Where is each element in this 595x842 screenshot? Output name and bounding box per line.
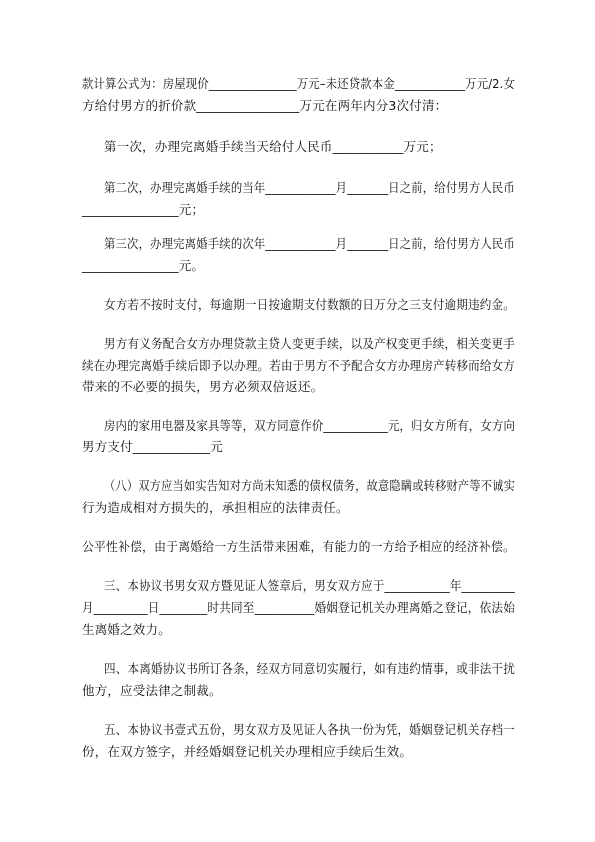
text-line: 四、本离婚协议书所订各条，经双方同意切实履行，如有违约情事，或非法干扰 bbox=[104, 661, 515, 676]
text-line: 续在办理完离婚手续后即予以办理。若由于男方不予配合女方办理房产转移而给女方 bbox=[82, 358, 515, 373]
text-line: 公平性补偿，由于离婚给一方生活带来困难，有能力的一方给予相应的经济补偿。 bbox=[82, 539, 515, 554]
text-line: （八）双方应当如实告知对方尚未知悉的债权债务，故意隐瞒或转移财产等不诚实 bbox=[104, 478, 515, 493]
text-line: 行为造成相对方损失的，承担相应的法律责任。 bbox=[82, 500, 349, 515]
text-line: 房内的家用电器及家具等等，双方同意作价___________元，归女方所有，女方向 bbox=[104, 418, 515, 433]
text-line: 方给付男方的折价款________________万元在两年内分3次付清： bbox=[82, 98, 448, 113]
text-line: 款计算公式为：房屋现价_______________万元–未还贷款本金____________万元/2.女 bbox=[82, 76, 515, 91]
text-line: 他方，应受法律之制裁。 bbox=[82, 683, 222, 698]
text-line: 带来的不必要的损失，男方必须双倍返还。 bbox=[82, 379, 324, 394]
text-line: 男方有义务配合女方办理贷款主贷人变更手续，以及产权变更手续，相关变更手 bbox=[104, 336, 515, 351]
text-line: 生离婚之效力。 bbox=[82, 622, 171, 637]
text-line: 五、本协议书壹式五份，男女双方及见证人各执一份为凭，婚姻登记机关存档一 bbox=[104, 722, 515, 737]
text-line: 第三次，办理完离婚手续的次年____________月_______日之前，给付男方人民币 bbox=[104, 236, 515, 251]
text-line: 月_________日________时共同至__________婚姻登记机关办理离婚之登记，依法始 bbox=[82, 600, 515, 615]
text-line: 三、本协议书男女双方暨见证人签章后，男女双方应于___________年_________ bbox=[104, 578, 515, 593]
text-line: _______________元。 bbox=[82, 258, 205, 273]
text-line: 第一次，办理完离婚手续当天给付人民币___________万元； bbox=[104, 139, 442, 154]
text-line: 女方若不按时支付，每逾期一日按逾期支付数额的日万分之三支付逾期违约金。 bbox=[104, 297, 515, 312]
text-line: 男方支付____________元 bbox=[82, 439, 223, 454]
text-line: 份，在双方签字，并经婚姻登记机关办理相应手续后生效。 bbox=[82, 744, 413, 759]
text-line: _______________元； bbox=[82, 202, 205, 217]
text-line: 第二次，办理完离婚手续的当年____________月_______日之前，给付男方人民币 bbox=[104, 180, 515, 195]
